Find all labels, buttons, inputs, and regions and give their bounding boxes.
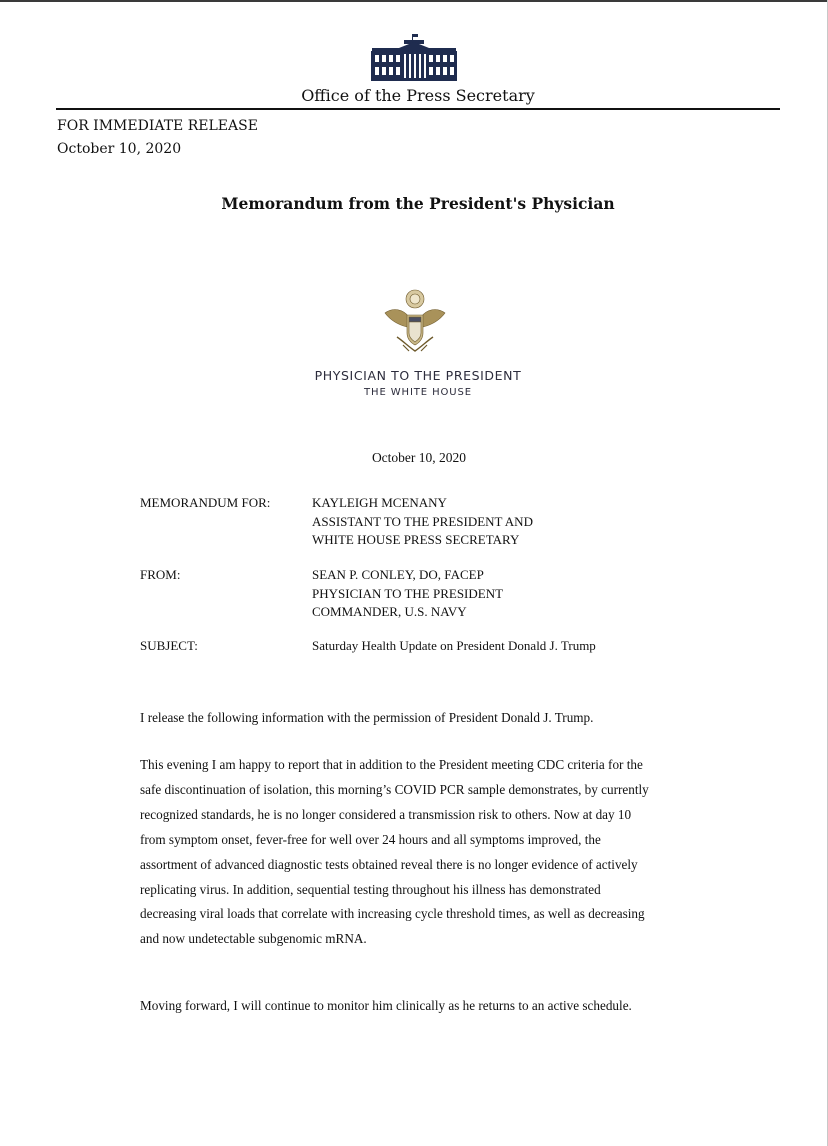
intro-text: I release the following information with the permission of President Donald J. Trump. <box>140 710 594 725</box>
memo-from-line: SEAN P. CONLEY, DO, FACEP <box>312 567 484 582</box>
memo-for-line: WHITE HOUSE PRESS SECRETARY <box>312 532 520 547</box>
memo-from-values <box>312 566 503 622</box>
office-title: Office of the Press Secretary <box>301 86 535 105</box>
paragraph-line: recognized standards, he is no longer considered a transmission risk to others. Now at day 10 <box>140 806 632 822</box>
memo-for-label: MEMORANDUM FOR: <box>140 495 271 510</box>
document-title: Memorandum from the President's Physician <box>221 194 615 213</box>
memo-subject-label: SUBJECT: <box>140 638 198 653</box>
body-intro <box>140 706 700 731</box>
release-block <box>57 115 258 161</box>
paragraph-line: safe discontinuation of isolation, this morning’s COVID PCR sample demonstrates, by currently <box>140 781 649 797</box>
memo-from-line: COMMANDER, U.S. NAVY <box>312 604 467 619</box>
paragraph-line: and now undetectable subgenomic mRNA. <box>140 931 367 947</box>
memo-from-line: PHYSICIAN TO THE PRESIDENT <box>312 585 504 601</box>
paragraph-line: decreasing viral loads that correlate with increasing cycle threshold times, as well as decreasing <box>140 906 645 922</box>
presidential-seal-icon <box>383 287 447 355</box>
body-closing <box>140 994 700 1019</box>
memo-for-values <box>312 494 533 550</box>
letterhead-org: PHYSICIAN TO THE PRESIDENT <box>314 368 522 383</box>
page-top-border <box>0 0 828 2</box>
paragraph-line: assortment of advanced diagnostic tests obtained reveal there is no longer evidence of actively <box>140 856 638 872</box>
memo-from-label: FROM: <box>140 567 181 582</box>
release-label: FOR IMMEDIATE RELEASE <box>57 118 258 134</box>
closing-text: Moving forward, I will continue to monitor him clinically as he returns to an active schedule. <box>140 998 632 1013</box>
memo-date: October 10, 2020 <box>371 450 467 465</box>
letterhead-sub: THE WHITE HOUSE <box>364 387 472 398</box>
release-date: October 10, 2020 <box>57 141 182 157</box>
paragraph-line: from symptom onset, fever-free for well over 24 hours and all symptoms improved, the <box>140 831 601 847</box>
paragraph-line: This evening I am happy to report that in addition to the President meeting CDC criteria for the <box>140 757 643 772</box>
memo-for-line: ASSISTANT TO THE PRESIDENT AND <box>312 513 533 529</box>
paragraph-line: replicating virus. In addition, sequential testing throughout his illness has demonstrated <box>140 881 601 897</box>
memo-subject-value <box>312 637 596 656</box>
memo-subject-text: Saturday Health Update on President Donald J. Trump <box>312 638 596 653</box>
body-paragraph <box>140 753 700 952</box>
white-house-logo <box>371 34 457 82</box>
header-divider <box>56 108 780 110</box>
memo-for-line: KAYLEIGH MCENANY <box>312 495 447 510</box>
